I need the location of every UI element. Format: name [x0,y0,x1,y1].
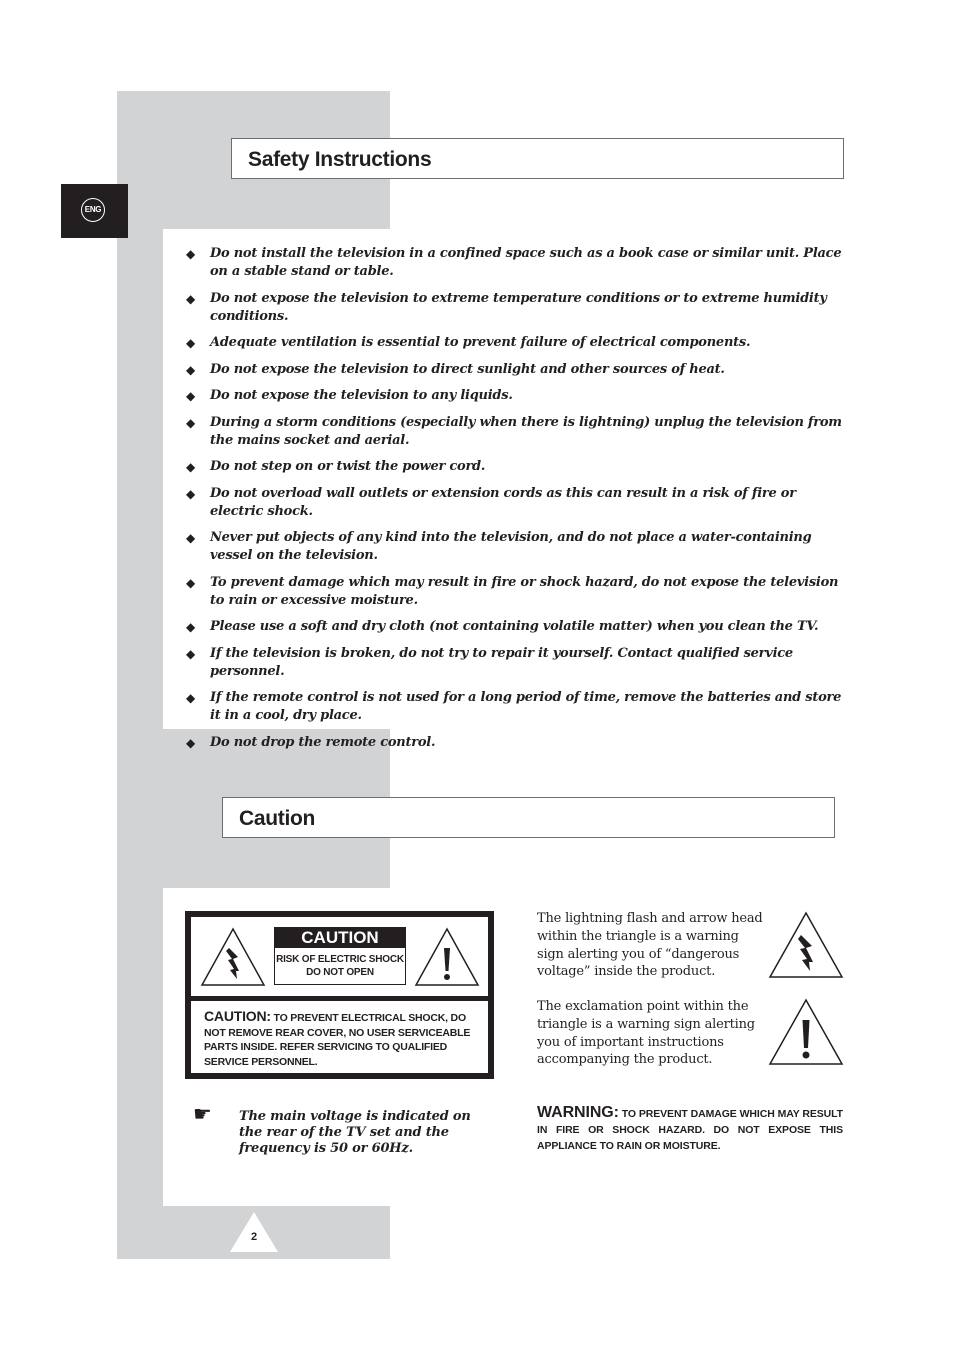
diamond-bullet-icon: ◆ [186,531,195,545]
list-item: ◆ Do not step on or twist the power cord. [186,459,486,474]
diamond-bullet-icon: ◆ [186,486,195,501]
list-item: ◆ If the television is broken, do not try to repair it yourself. Contact qualified service personnel. [186,645,793,679]
language-tab[interactable] [61,184,128,238]
list-item: ◆ Please use a soft and dry cloth (not containing volatile matter) when you clean the TV. [186,619,819,634]
exclamation-triangle-icon [413,926,481,988]
diamond-bullet-icon: ◆ [186,620,195,634]
caution-title: Caution [222,797,835,838]
diamond-bullet-icon: ◆ [186,362,195,377]
list-item: ◆ Do not overload wall outlets or extension cords as this can result in a risk of fire or electric shock. [186,485,796,519]
caution-label-subtext: RISK OF ELECTRIC SHOCK DO NOT OPEN [276,954,404,978]
caution-label-box [185,911,494,1079]
diamond-bullet-icon: ◆ [186,336,195,350]
list-item: ◆ To prevent damage which may result in fire or shock hazard, do not expose the television to rain or excessive moisture. [186,574,839,608]
diamond-bullet-icon: ◆ [186,735,195,750]
caution-label-bottom [191,1001,488,1073]
lightning-triangle-icon [768,911,844,979]
safety-list [186,245,846,760]
list-item: ◆ Never put objects of any kind into the television, and do not place a water-containing vessel on the television. [186,530,812,563]
page-number: 2 [250,1231,258,1243]
diamond-bullet-icon: ◆ [186,291,195,306]
exclamation-description: The exclamation point within the triangle is a warning sign alerting you of important instructions accompanying the product. [537,999,755,1068]
diamond-bullet-icon: ◆ [186,646,195,661]
lightning-description: The lightning flash and arrow head within the triangle is a warning sign alerting you of “dangerous voltage” inside the product. [537,911,763,980]
caution-label-top [191,917,488,996]
list-item: ◆ Do not expose the television to direct sunlight and other sources of heat. [186,361,725,377]
diamond-bullet-icon: ◆ [186,460,195,474]
safety-title: Safety Instructions [231,138,844,179]
exclamation-triangle-icon [768,998,844,1066]
list-item: ◆ If the remote control is not used for a long period of time, remove the batteries and store it in a cool, dry place. [186,690,842,723]
list-item: ◆ Adequate ventilation is essential to prevent failure of electrical components. [186,335,751,350]
lightning-triangle-icon [199,926,267,988]
list-item: ◆ Do not expose the television to extreme temperature conditions or to extreme humidity conditions. [186,290,827,324]
language-badge: ENG [81,198,105,222]
diamond-bullet-icon: ◆ [186,575,195,590]
diamond-bullet-icon: ◆ [186,247,195,261]
diamond-bullet-icon: ◆ [186,389,195,403]
diamond-bullet-icon: ◆ [186,691,195,705]
list-item: ◆ Do not expose the television to any liquids. [186,388,513,403]
caution-label-heading: CAUTION [275,928,405,948]
list-item: ◆ Do not drop the remote control. [186,734,436,750]
pointing-hand-icon: ☛ [193,1102,212,1126]
page-number-badge [230,1212,278,1252]
list-item: ◆ Do not install the television in a confined space such as a book case or similar unit. Place on a stable stand or table. [186,246,842,279]
warning-text: WARNING: TO PREVENT DAMAGE WHICH MAY RESULT IN FIRE OR SHOCK HAZARD. DO NOT EXPOSE THIS APPLIANCE TO RAIN OR MOISTURE. [537,1104,843,1152]
list-item: ◆ During a storm conditions (especially when there is lightning) unplug the television from the mains socket and aerial. [186,414,842,448]
caution-label [274,927,406,985]
voltage-note: The main voltage is indicated on the rear of the TV set and the frequency is 50 or 60Hz. [239,1109,471,1156]
caution-body-text: CAUTION: TO PREVENT ELECTRICAL SHOCK, DO NOT REMOVE REAR COVER, NO USER SERVICEABLE PARTS INSIDE. REFER SERVICING TO QUALIFIED SERVICE PERSONNEL. [204,1008,471,1068]
diamond-bullet-icon: ◆ [186,415,195,430]
